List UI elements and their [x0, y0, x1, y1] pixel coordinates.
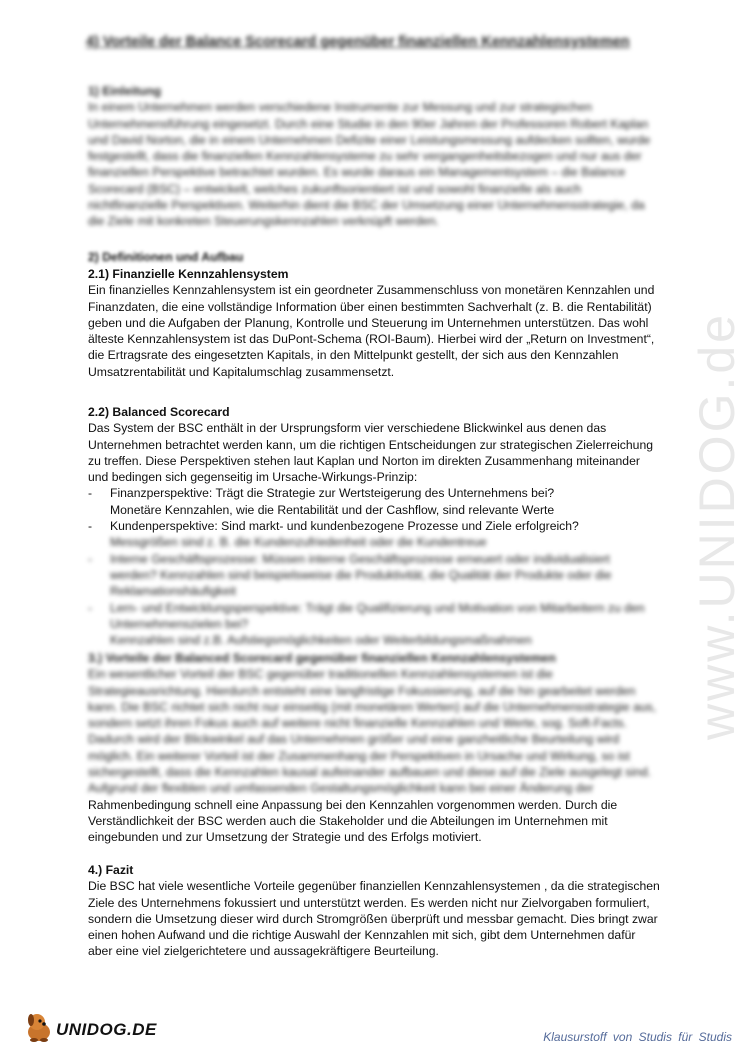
section-introduction	[88, 83, 660, 230]
dog-mascot-icon	[22, 1010, 56, 1044]
section-heading: 4.) Fazit	[88, 863, 134, 877]
section-heading: 3.) Vorteile der Balanced Scorecard gegenüber finanziellen Kennzahlensystemen	[88, 651, 556, 665]
perspective-list	[88, 485, 660, 648]
section-balanced-scorecard	[88, 404, 660, 648]
list-dash: -	[88, 519, 93, 534]
list-item	[88, 485, 660, 518]
watermark-text: www.UNIDOG.de	[689, 312, 745, 740]
section-paragraph: Ein wesentlicher Vorteil der BSC gegenüber traditionellen Kennzahlensystemen ist die Strategieausrichtung. Hierdurch entsteht eine langfristige Fokussierung, auf die hin gearbeitet werden kann. Die BSC richtet sich nicht nur einseitig (mit monetären Werten) auf die Unternehmensstrategie aus, sondern setzt ihren Fokus auch auf weitere nicht finanzielle Kennzahlen und Werte, sog. Soft-Facts. Dadurch wird der Blickwinkel auf das Unternehmen größer und eine ganzheitliche Beurteilung wird möglich. Ein weiterer Vorteil ist der Zusammenhang der Perspektiven in Ursache und Wirkung, so ist sichergestellt, dass die Kennzahlen kausal aufeinander aufbauen und diese auf die Ziele ausgelegt sind. Aufgrund der flexiblen und umfassenden Gestaltungsmöglichkeit kann bei einer Änderung der	[88, 667, 657, 796]
list-item	[88, 600, 660, 649]
logo-text: UNIDOG.DE	[56, 1020, 157, 1039]
list-item	[88, 518, 660, 551]
section-definitions	[88, 249, 660, 265]
section-heading: 2.1) Finanzielle Kennzahlensystem	[88, 267, 289, 281]
section-heading: 2) Definitionen und Aufbau	[88, 250, 244, 264]
list-item-text: Lern- und Entwicklungsperspektive: Trägt die Qualifizierung und Motivation von Mitarbeitern zu den Unternehmenszielen bei?	[110, 600, 645, 631]
section-financial-kpi-system	[88, 266, 660, 380]
section-paragraph: Die BSC hat viele wesentliche Vorteile gegenüber finanziellen Kennzahlensystemen , da die strategischen Ziele des Unternehmens fokussiert und unterstützt werden. Es werden nicht nur Zielvorgaben formuliert, sondern die Umsetzung dieser wird durch Stromgrößen überprüft und messbar gemacht. Dies bringt zwar einen hohen Aufwand und die richtige Auswahl der Kennzahlen mit sich, gibt dem Unternehmen dafür aber eine viel zielgerichtetere und aussagekräftigere Beurteilung.	[88, 879, 660, 959]
list-item-text: Kennzahlen sind z.B. Aufstiegsmöglichkeiten oder Weiterbildungsmaßnahmen	[110, 633, 532, 648]
unidog-logo	[22, 1010, 182, 1046]
list-item	[88, 551, 660, 600]
list-item-text: Finanzperspektive: Trägt die Strategie zur Wertsteigerung des Unternehmens bei?	[110, 486, 555, 501]
document-title: 4) Vorteile der Balance Scorecard gegenüber finanziellen Kennzahlensystemen	[86, 34, 630, 50]
list-item-text: Interne Geschäftsprozesse: Müssen interne Geschäftsprozesse erneuert oder individualisiert werden? Kennzahlen sind beispielsweise die Produktivität, die Qualität der Produkte oder die Reklamationshäufigkeit	[110, 551, 612, 599]
list-dash: -	[88, 600, 93, 615]
section-paragraph: Ein finanzielles Kennzahlensystem ist ein geordneter Zusammenschluss von monetären Kennzahlen und Finanzdaten, die eine vollständige Information über einen bestimmten Sachverhalt (z. B. die Rentabilität) geben und die Aufgaben der Planung, Kontrolle und Steuerung im Unternehmen unterstützen. Das wohl älteste Kennzahlensystem ist das DuPont-Schema (ROI-Baum). Hierbei wird der „Return on Investment“, die Ertragsrate des eingesetzten Kapitals, in den Mittelpunkt gestellt, der sich aus den Kennzahlen Umsatzrentabilität und Kapitalumschlag zusammensetzt.	[88, 283, 655, 379]
watermark	[688, 312, 750, 798]
list-item-text: Monetäre Kennzahlen, wie die Rentabilität und der Cashflow, sind relevante Werte	[110, 502, 555, 517]
section-advantages	[88, 650, 660, 846]
footer-tagline: Klausurstoff von Studis für Studis	[543, 1030, 732, 1044]
list-dash: -	[88, 551, 93, 566]
list-dash: -	[88, 486, 93, 501]
section-conclusion	[88, 862, 660, 960]
list-item-text: Kundenperspektive: Sind markt- und kundenbezogene Prozesse und Ziele erfolgreich?	[110, 519, 579, 534]
blurred-block	[88, 650, 660, 797]
section-paragraph: Rahmenbedingung schnell eine Anpassung bei den Kennzahlen vorgenommen werden. Durch die Verständlichkeit der BSC werden auch die Stakeholder und die Abteilungen im Unternehmen mit eingebunden und zur Umsetzung der Strategie und des Erfolgs motiviert.	[88, 797, 618, 845]
section-heading: 1) Einleitung	[88, 84, 162, 98]
section-paragraph: Das System der BSC enthält in der Ursprungsform vier verschiedene Blickwinkel aus denen das Unternehmen betrachtet werden kann, um die richtigen Entscheidungen zur strategischen Zielerreichung zu treffen. Diese Perspektiven stehen laut Kaplan und Norton im direkten Zusammenhang miteinander und bedingen sich gegenseitig im Ursache-Wirkungs-Prinzip:	[88, 421, 654, 485]
section-heading: 2.2) Balanced Scorecard	[88, 405, 230, 419]
section-paragraph: In einem Unternehmen werden verschiedene Instrumente zur Messung und zur strategischen Unternehmensführung eingesetzt. Durch eine Studie in den 90er Jahren der Professoren Robert Kaplan und David Norton, die in einem Unternehmen Defizite einer Leistungsmessung aufdecken sollten, wurde festgestellt, dass die finanziellen Kennzahlensysteme zu sehr vergangenheitsbezogen und nur aus der finanziellen Perspektive betrachtet wurden. Es wurde daraus ein Managementsystem – die Balance Scorecard (BSC) – entwickelt, welches zukunftsorientiert ist und sowohl finanzielle als auch nichtfinanzielle Perspektiven. Weiterhin dient die BSC der Umsetzung einer Unternehmensstrategie, da die Ziele mit konkreten Steuerungskennzahlen verknüpft werden.	[88, 100, 651, 229]
list-item-text: Messgrößen sind z. B. die Kundenzufriedenheit oder die Kundentreue	[110, 535, 487, 550]
